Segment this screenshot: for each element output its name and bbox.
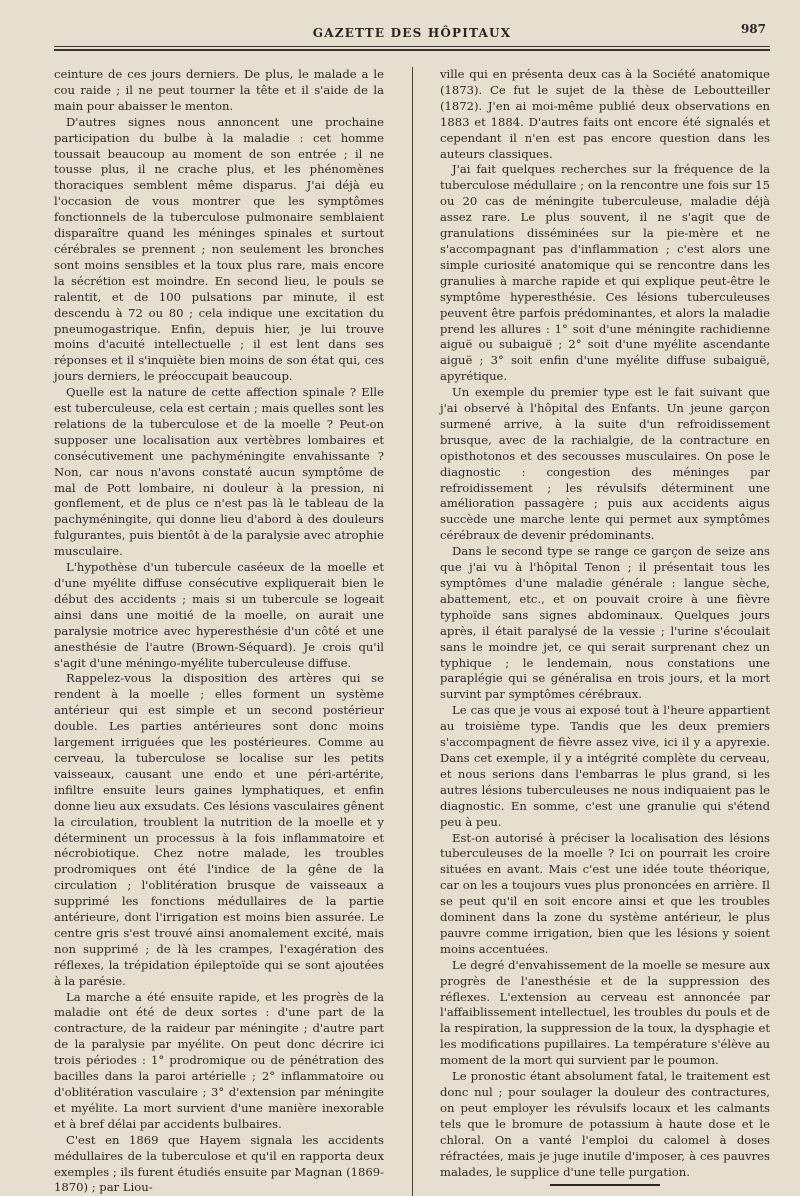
- paragraph: Le degré d'envahissement de la moelle se mesure aux progrès de l'anesthésie et de la suppression des réflexes. L'extension au cerveau est annoncée par l'affaiblissement intellectuel, les troubles du pouls et de la respiration, la suppression de la toux, la dysphagie et les modifications pupillaires. La température s'élève au moment de la mort qui survient par le poumon.: [440, 957, 770, 1068]
- paragraph: Le pronostic étant absolument fatal, le traitement est donc nul ; pour soulager la douleur des contractures, on peut employer les révulsifs locaux et les calmants tels que le bromure de potassium à haute dose et le chloral. On a vanté l'emploi du calomel à doses réfractées, mais je juge inutile d'imposer, à ces pauvres malades, le supplice d'une telle purgation.: [440, 1069, 770, 1179]
- text-columns: [54, 67, 770, 1196]
- paragraph: Dans le second type se range ce garçon de seize ans que j'ai vu à l'hôpital Tenon ; il présentait tous les symptômes d'une maladie générale : langue sèche, abattement, etc., et on pouvait croire à une fièvre typhoïde sans signes abdominaux. Quelques jours après, il était paralysé de la vessie ; l'urine s'écoulait sans le moindre jet, ce qui serait surprenant chez un typhique ; le lendemain, nous constations une paraplégie qui se généralisa en trois jours, et la mort survint par symptômes cérébraux.: [440, 544, 770, 702]
- paragraph: Rappelez-vous la disposition des artères qui se rendent à la moelle ; elles forment un système antérieur qui est simple et un second postérieur double. Les parties antérieures sont donc moins largement irriguées que les postérieures. Comme au cerveau, la tuberculose se localise sur les petits vaisseaux, causant une endo et une péri-artérite, infiltre ensuite leurs gaines lymphatiques, et enfin donne lieu aux exsudats. Ces lésions vasculaires gênent la circulation, troublent la nutrition de la moelle et y déterminent un processus à la fois inflammatoire et nécrobiotique. Chez notre malade, les troubles prodromiques ont été l'indice de la gêne de la circulation ; l'oblitération brusque de vaisseaux a supprimé les fonctions médullaires de la partie antérieure, dont l'irrigation est moins bien assurée. Le centre gris s'est trouvé ainsi anomalement excité, mais non supprimé ; de là les crampes, l'exagération des réflexes, la trépidation épileptoïde qui se sont ajoutées à la parésie.: [54, 671, 384, 988]
- paragraph: Le cas que je vous ai exposé tout à l'heure appartient au troisième type. Tandis que les deux premiers s'accompagnent de fièvre assez vive, ici il y a apyrexie. Dans cet exemple, il y a intégrité complète du cerveau, et nous serions dans l'embarras le plus grand, si les autres lésions tuberculeuses ne nous indiquaient pas le diagnostic. En somme, c'est une granulie qui s'étend peu à peu.: [440, 703, 770, 829]
- paragraph: ville qui en présenta deux cas à la Société anatomique (1873). Ce fut le sujet de la thèse de Leboutteiller (1872). J'en ai moi-même publié deux observations en 1883 et 1884. D'autres faits ont encore été signalés et cependant il n'en est pas encore question dans les auteurs classiques.: [440, 67, 770, 161]
- paragraph: D'autres signes nous annoncent une prochaine participation du bulbe à la maladie : cet homme toussait beaucoup au moment de son entrée ; il ne tousse plus, il ne crache plus, et les phénomènes thoraciques semblent même disparus. J'ai déjà eu l'occasion de vous montrer que les symptômes fonctionnels de la tuberculose pulmonaire semblaient disparaître quand les méninges spinales et surtout cérébrales se prennent ; non seulement les bronches sont moins sensibles et la toux plus rare, mais encore la sécrétion est moindre. En second lieu, le pouls se ralentit, et de 100 pulsations par minute, il est descendu à 72 ou 80 ; cela indique une excitation du pneumogastrique. Enfin, depuis hier, je lui trouve moins d'acuité intellectuelle ; il est lent dans ses réponses et il s'inquiète bien moins de son état qui, ces jours derniers, le préoccupait beaucoup.: [54, 114, 384, 384]
- paragraph: Est-on autorisé à préciser la localisation des lésions tuberculeuses de la moelle ? Ici on pourrait les croire situées en avant. Mais c'est une idée toute théorique, car on les a toujours vues plus prononcées en arrière. Il se peut qu'il en soit encore ainsi et que les troubles dominent dans la zone du système antérieur, le plus pauvre comme irrigation, bien que les lésions y soient moins accentuées.: [440, 830, 770, 956]
- column-divider: [412, 67, 413, 1196]
- page-number: 987: [740, 22, 766, 36]
- left-column: [54, 67, 384, 1196]
- header-rule-thin: [54, 46, 770, 47]
- journal-title: GAZETTE DES HÔPITAUX: [312, 26, 512, 40]
- paragraph: Un exemple du premier type est le fait suivant que j'ai observé à l'hôpital des Enfants. Un jeune garçon surmené arrive, à la suite d'un refroidissement brusque, avec de la rachialgie, de la contracture en opisthotonos et des secousses musculaires. On pose le diagnostic : congestion des méninges par refroidissement ; les révulsifs déterminent une amélioration passagère ; puis aux accidents aigus succède une marche lente qui permet aux symptômes cérébraux de devenir prédominants.: [440, 385, 770, 543]
- paragraph: C'est en 1869 que Hayem signala les accidents médullaires de la tuberculose et qu'il en rapporta deux exemples ; ils furent étudiés ensuite par Magnan (1869-1870) ; par Liou-: [54, 1132, 385, 1195]
- paragraph: L'hypothèse d'un tubercule caséeux de la moelle et d'une myélite diffuse consécutive expliquerait bien le début des accidents ; mais si un tubercule se logeait ainsi dans une moitié de la moelle, on aurait une paralysie motrice avec hyperesthésie d'un côté et une anesthésie de l'autre (Brown-Séquard). Je crois qu'il s'agit d'une méningo-myélite tuberculeuse diffuse.: [54, 560, 384, 670]
- paragraph: J'ai fait quelques recherches sur la fréquence de la tuberculose médullaire ; on la rencontre une fois sur 15 ou 20 cas de méningite tuberculeuse, maladie déjà assez rare. Le plus souvent, il ne s'agit que de granulations disséminées sur la pie-mère et ne s'accompagnant pas d'inflammation ; c'est alors une simple curiosité anatomique qui se rencontre dans les granulies à marche rapide et qui explique peut-être le symptôme hyperesthésie. Ces lésions tuberculeuses peuvent être parfois prédominantes, et alors la maladie prend les allures : 1° soit d'une méningite rachidienne aiguë ou subaiguë ; 2° soit d'une myélite ascendante aiguë ; 3° soit enfin d'une myélite diffuse subaiguë, apyrétique.: [440, 162, 770, 384]
- paragraph: ceinture de ces jours derniers. De plus, le malade a le cou raide ; il ne peut tourner la tête et il s'aide de la main pour abaisser le menton.: [54, 67, 384, 113]
- paragraph: Quelle est la nature de cette affection spinale ? Elle est tuberculeuse, cela est certain ; mais quelles sont les relations de la tuberculose et de la moelle ? Peut-on supposer une localisation aux vertèbres lombaires et consécutivement une pachyméningite envahissante ? Non, car nous n'avons constaté aucun symptôme de mal de Pott lombaire, ni douleur à la pression, ni gonflement, et de plus ce n'est pas là le tableau de la pachyméningite, qui donne lieu d'abord à des douleurs fulgurantes, puis bientôt à de la paralysie avec atrophie musculaire.: [54, 385, 384, 559]
- right-column: [440, 67, 770, 1196]
- end-of-article-rule: [550, 1184, 660, 1186]
- page-header: [54, 14, 770, 44]
- paragraph: La marche a été ensuite rapide, et les progrès de la maladie ont été de deux sortes : d'une part de la contracture, de la raideur par méningite ; d'autre part de la paralysie par myélite. On peut donc décrire ici trois périodes : 1° prodromique ou de pénétration des bacilles dans la paroi artérielle ; 2° inflammatoire ou d'oblitération vasculaire ; 3° d'extension par méningite et myélite. La mort survient d'une manière inexorable et à bref délai par accidents bulbaires.: [54, 989, 384, 1131]
- header-rule-thick: [54, 49, 770, 51]
